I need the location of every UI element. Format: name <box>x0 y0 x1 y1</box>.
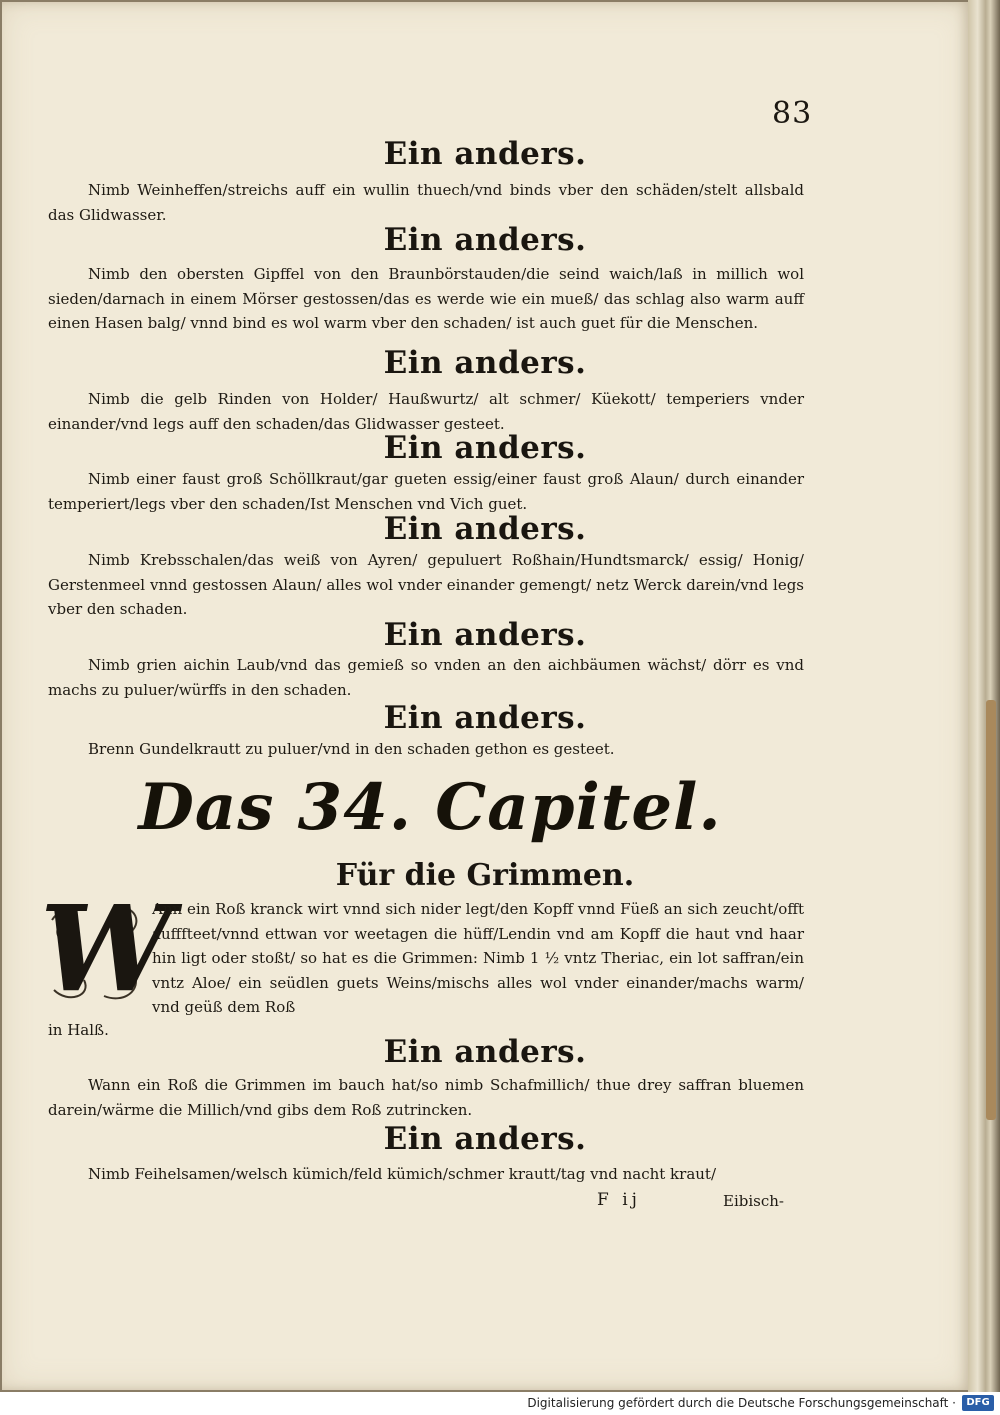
chapter-subtitle: Für die Grimmen. <box>335 858 635 893</box>
section-heading: Ein anders. <box>383 430 587 466</box>
section-text: Nimb einer faust groß Schöllkraut/gar gueten essig/einer faust groß Alaun/ durch einander temperiert/legs vber den schaden/Ist Menschen vnd Vich guet. <box>48 470 804 513</box>
signature-mark: F ij <box>597 1190 641 1210</box>
section-heading: Ein anders. <box>383 345 587 381</box>
section-heading: Ein anders. <box>383 136 587 172</box>
chapter-first-paragraph-tail: in Halß. <box>48 1021 109 1039</box>
page-number: 83 <box>772 96 813 131</box>
digitization-footer <box>0 1392 1000 1415</box>
section-heading: Ein anders. <box>383 617 587 653</box>
section-heading: Ein anders. <box>383 511 587 547</box>
section-text: Nimb die gelb Rinden von Holder/ Haußwurtz/ alt schmer/ Küekott/ temperiers vnder einander/vnd legs auff den schaden/das Glidwasser gesteet. <box>48 390 804 433</box>
binding-strip <box>986 700 996 1120</box>
footer-credit: Digitalisierung gefördert durch die Deutsche Forschungsgemeinschaft · <box>527 1396 956 1410</box>
page-edge <box>968 0 1000 1392</box>
section-text: Wann ein Roß die Grimmen im bauch hat/so nimb Schafmillich/ thue drey saffran bluemen darein/wärme die Millich/vnd gibs dem Roß zutrincken. <box>48 1076 804 1119</box>
section-heading: Ein anders. <box>383 700 587 736</box>
section-text: Nimb Feihelsamen/welsch kümich/feld kümich/schmer krautt/tag vnd nacht kraut/ <box>88 1165 717 1183</box>
section-text: Nimb grien aichin Laub/vnd das gemieß so vnden an den aichbäumen wächst/ dörr es vnd machs zu puluer/würffs in den schaden. <box>48 656 804 699</box>
section-heading: Ein anders. <box>383 222 587 258</box>
catchword: Eibisch- <box>723 1192 784 1210</box>
section-heading: Ein anders. <box>383 1121 587 1157</box>
section-text: Brenn Gundelkrautt zu puluer/vnd in den schaden gethon es gesteet. <box>88 740 615 758</box>
section-text: Nimb Weinheffen/streichs auff ein wullin thuech/vnd binds vber den schäden/stelt allsbald das Glidwasser. <box>48 181 804 224</box>
section-heading: Ein anders. <box>383 1034 587 1070</box>
section-text: Nimb den obersten Gipffel von den Braunbörstauden/die seind waich/laß in millich wol sieden/darnach in einem Mörser gestossen/das es werde wie ein mueß/ das schlag also warm auff einen Hasen balg/ vnnd bind es wol warm vber den schaden/ ist auch guet für die Menschen. <box>48 265 804 332</box>
chapter-first-paragraph: Ann ein Roß kranck wirt vnnd sich nider legt/den Kopff vnnd Füeß an sich zeucht/offt aufffteet/vnnd ettwan vor weetagen die hüff/Lendin vnd am Kopff die haut vnd haar hin ligt oder stoßt/ so hat es die Grimmen: Nimb 1 ½ vntz Theriac, ein lot saffran/ein vntz Aloe/ ein seüdlen guets Weins/mischs alles wol vnder einander/machs warm/ vnd geüß dem Roß <box>152 900 804 1016</box>
dfg-logo: DFG <box>962 1395 994 1411</box>
chapter-title: Das 34. Capitel. <box>138 770 722 845</box>
initial-letter: W <box>40 879 173 1018</box>
section-text: Nimb Krebsschalen/das weiß von Ayren/ gepuluert Roßhain/Hundtsmarck/ essig/ Honig/ Gerstenmeel vnnd gestossen Alaun/ alles wol vnder einander gemengt/ netz Werck darein/vnd legs vber den schaden. <box>48 551 804 618</box>
decorated-initial <box>40 879 173 1018</box>
